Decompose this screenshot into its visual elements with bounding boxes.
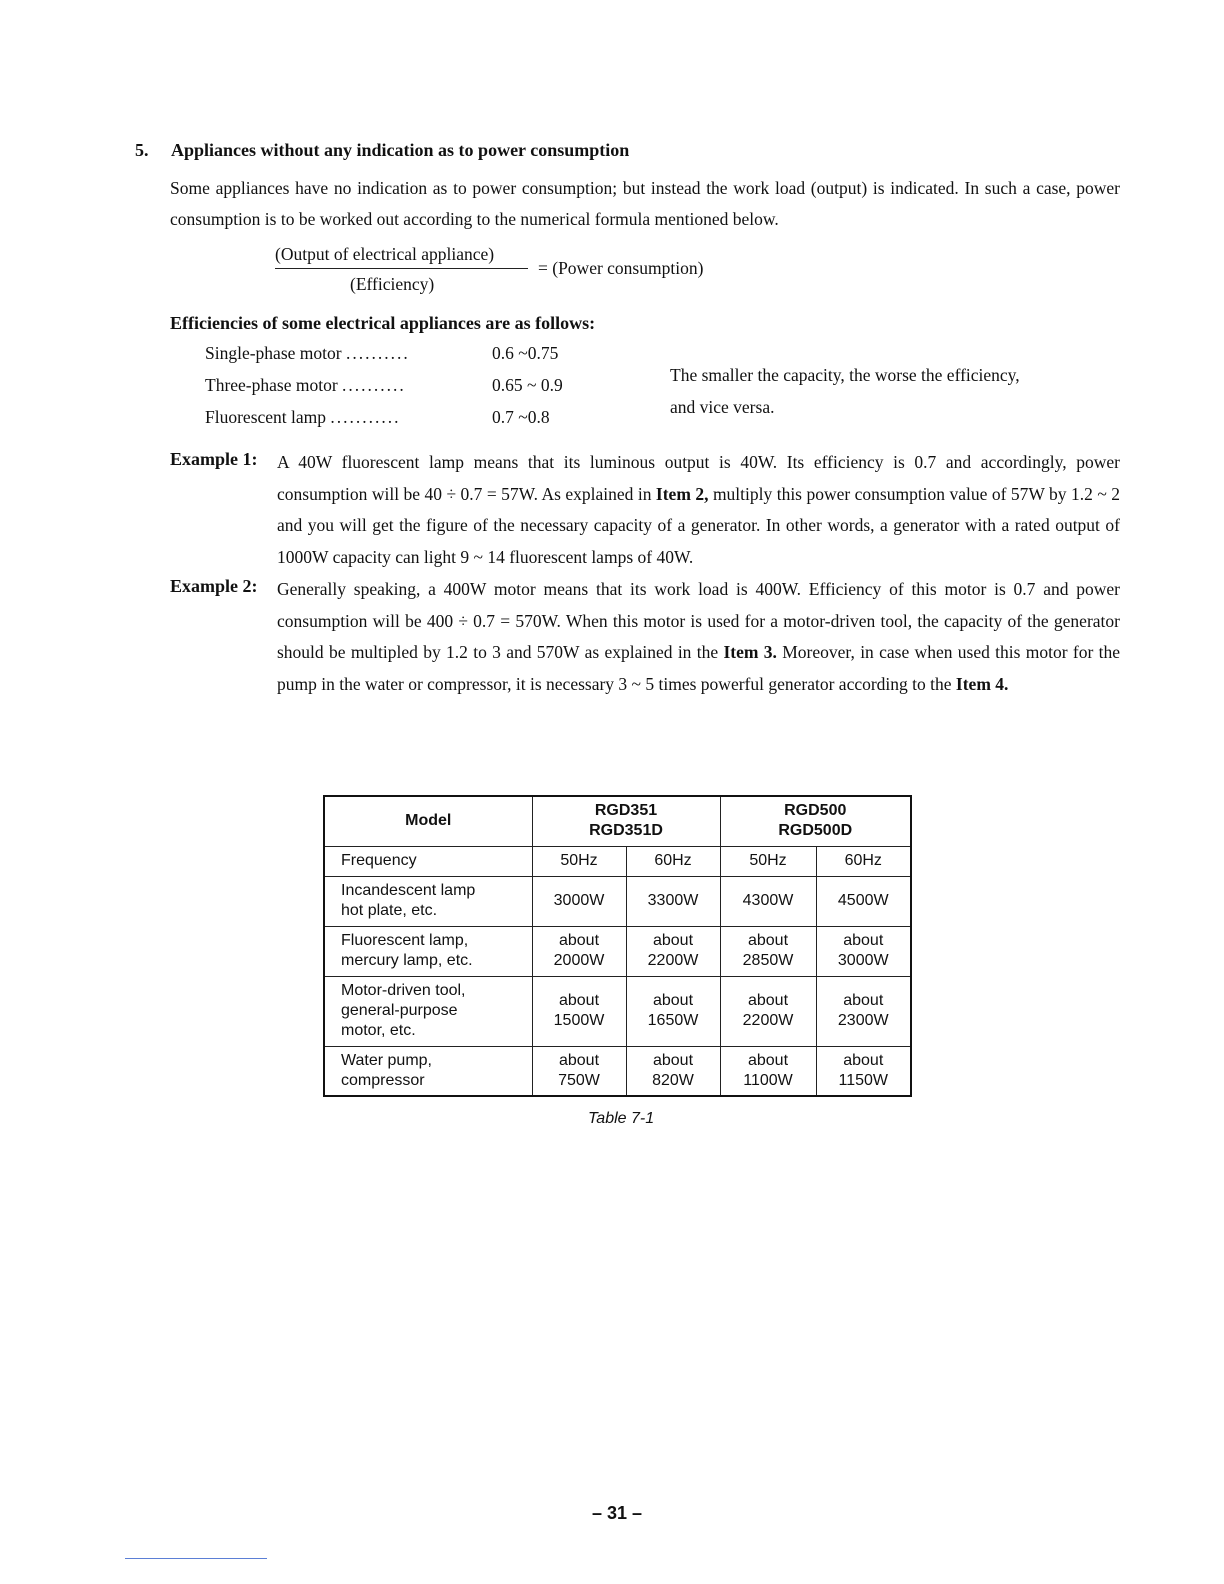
efficiency-value: 0.65 ~ 0.9 (492, 375, 563, 395)
cell-value: 2000W (553, 952, 605, 969)
model-header: Model (324, 796, 532, 846)
model-group-header (532, 796, 720, 846)
cell-value: 2300W (837, 1012, 889, 1029)
cell-qualifier: about (747, 1051, 789, 1069)
cell-qualifier: about (747, 992, 789, 1009)
example-text-run: multiply this power consumption value of 57W by 1.2 ~ 2 and you will get the figure of the necessary capacity of a generator. In other words, a generator with a rated output of 1000W capacity can light 9 ~ 14 fluorescent lamps of 40W. (277, 483, 1120, 567)
efficiency-note-line: The smaller the capacity, the worse the efficiency, (670, 365, 1020, 385)
frequency-label: Frequency (324, 846, 532, 876)
cell-qualifier: about (652, 1051, 694, 1069)
table-cell (532, 1046, 626, 1096)
row-label (324, 976, 532, 1046)
formula-denominator: (Efficiency) (350, 274, 435, 294)
page-number: – 31 – (592, 1503, 643, 1523)
example-text-run: Moreover, in case when used this motor for the pump in the water or compressor, it is necessary 3 ~ 5 times powerful generator according to the (277, 642, 1120, 694)
row-label-line: Water pump, (341, 1051, 432, 1069)
cell-qualifier: about (558, 992, 600, 1009)
frequency-cell: 60Hz (626, 846, 720, 876)
cell-qualifier: about (843, 1051, 884, 1069)
cell-value: 2850W (742, 952, 794, 969)
cell-value: 2200W (742, 1012, 794, 1029)
efficiency-leader: ........... (330, 407, 401, 427)
example-2-label: Example 2: (170, 576, 258, 596)
cell-value: 3000W (837, 952, 889, 969)
cell-value: 750W (558, 1071, 600, 1089)
cell-value: 4500W (837, 892, 889, 909)
model-name: RGD351 (594, 802, 658, 820)
row-label-line: Motor-driven tool, (341, 982, 466, 999)
efficiency-item (205, 343, 410, 364)
formula-result: = (Power consumption) (538, 258, 704, 278)
example-bold-ref: Item 2, (655, 483, 709, 504)
cell-qualifier: about (652, 932, 694, 949)
efficiency-name: Three-phase motor (205, 375, 338, 395)
row-label-line: hot plate, etc. (341, 902, 438, 919)
cell-value: 4300W (742, 892, 794, 909)
table-cell (816, 876, 911, 926)
cell-value: 2200W (647, 952, 699, 969)
row-label-line: general-purpose (341, 1002, 458, 1019)
row-label-line: mercury lamp, etc. (341, 952, 473, 969)
cell-qualifier: about (558, 932, 600, 949)
frequency-cell: 50Hz (720, 846, 816, 876)
example-1-text (277, 447, 1120, 573)
row-label-line: compressor (341, 1071, 425, 1089)
table-row (324, 876, 911, 926)
table-cell (626, 876, 720, 926)
generator-capacity-table (323, 795, 912, 1097)
efficiency-leader: .......... (342, 375, 406, 395)
efficiency-name: Single-phase motor (205, 343, 342, 363)
efficiency-name: Fluorescent lamp (205, 407, 327, 427)
efficiency-leader: .......... (345, 343, 410, 363)
cell-value: 3300W (647, 892, 699, 909)
frequency-row (324, 846, 911, 876)
section-heading (135, 140, 629, 161)
intro-paragraph: Some appliances have no indication as to power consumption; but instead the work load (output) is indicated. In such a case, power consumption is to be worked out according to the numerical formula mentioned below. (170, 178, 1120, 229)
model-group-header (720, 796, 911, 846)
cell-qualifier: about (652, 992, 694, 1009)
cell-qualifier: about (747, 932, 789, 949)
cell-value: 1100W (743, 1071, 793, 1089)
table-cell (532, 926, 626, 976)
table-cell (626, 926, 720, 976)
example-bold-ref: Item 4. (955, 673, 1009, 694)
efficiency-note (670, 359, 1020, 423)
row-label (324, 926, 532, 976)
table-cell (532, 976, 626, 1046)
cell-qualifier: about (843, 992, 884, 1009)
section-title: Appliances without any indication as to power consumption (171, 140, 630, 160)
table-cell (532, 876, 626, 926)
table-header-row (324, 796, 911, 846)
efficiency-item (205, 407, 401, 428)
section-number: 5. (135, 140, 149, 160)
row-label-line: Incandescent lamp (341, 882, 476, 899)
table-row (324, 1046, 911, 1096)
efficiency-item (205, 375, 406, 396)
cell-value: 1150W (838, 1071, 888, 1089)
table-cell (626, 976, 720, 1046)
frequency-cell: 50Hz (532, 846, 626, 876)
example-text-run: A 40W fluorescent lamp means that its luminous output is 40W. Its efficiency is 0.7 and accordingly, power consumption will be 40 ÷ 0.7 = 57W. As explained in (277, 452, 1120, 504)
footer-rule (125, 1558, 267, 1559)
example-1-label: Example 1: (170, 449, 258, 469)
example-text-run: Generally speaking, a 400W motor means that its work load is 400W. Efficiency of this motor is 0.7 and power consumption will be 400 ÷ 0.7 = 570W. When this motor is used for a motor-driven tool, the capacity of the generator should be multipled by 1.2 to 3 and 570W as explained in the (277, 579, 1120, 662)
formula-numerator: (Output of electrical appliance) (275, 244, 495, 264)
efficiency-value: 0.6 ~0.75 (492, 343, 559, 363)
row-label-line: Fluorescent lamp, (341, 932, 469, 949)
row-label (324, 1046, 532, 1096)
table-cell (720, 1046, 816, 1096)
cell-value: 1500W (553, 1012, 605, 1029)
model-name: RGD351D (589, 822, 663, 840)
table-cell (720, 976, 816, 1046)
cell-value: 1650W (647, 1012, 699, 1029)
table-cell (816, 976, 911, 1046)
model-name: RGD500D (778, 822, 853, 840)
example-bold-ref: Item 3. (723, 642, 777, 662)
efficiency-note-line: and vice versa. (670, 397, 775, 417)
cell-qualifier: about (558, 1051, 600, 1069)
row-label-line: motor, etc. (341, 1022, 416, 1039)
table-cell (720, 876, 816, 926)
table-cell (720, 926, 816, 976)
table-cell (626, 1046, 720, 1096)
formula-fraction-bar (275, 268, 528, 269)
cell-qualifier: about (843, 932, 884, 949)
table-cell (816, 1046, 911, 1096)
frequency-cell: 60Hz (816, 846, 911, 876)
table-row (324, 926, 911, 976)
table-caption: Table 7-1 (588, 1110, 655, 1127)
table-row (324, 976, 911, 1046)
model-name: RGD500 (784, 802, 847, 820)
efficiency-value: 0.7 ~0.8 (492, 407, 550, 427)
efficiencies-heading: Efficiencies of some electrical appliances are as follows: (170, 313, 596, 333)
row-label (324, 876, 532, 926)
table-cell (816, 926, 911, 976)
example-2-text (277, 574, 1120, 700)
cell-value: 820W (652, 1071, 694, 1089)
cell-value: 3000W (553, 892, 605, 909)
